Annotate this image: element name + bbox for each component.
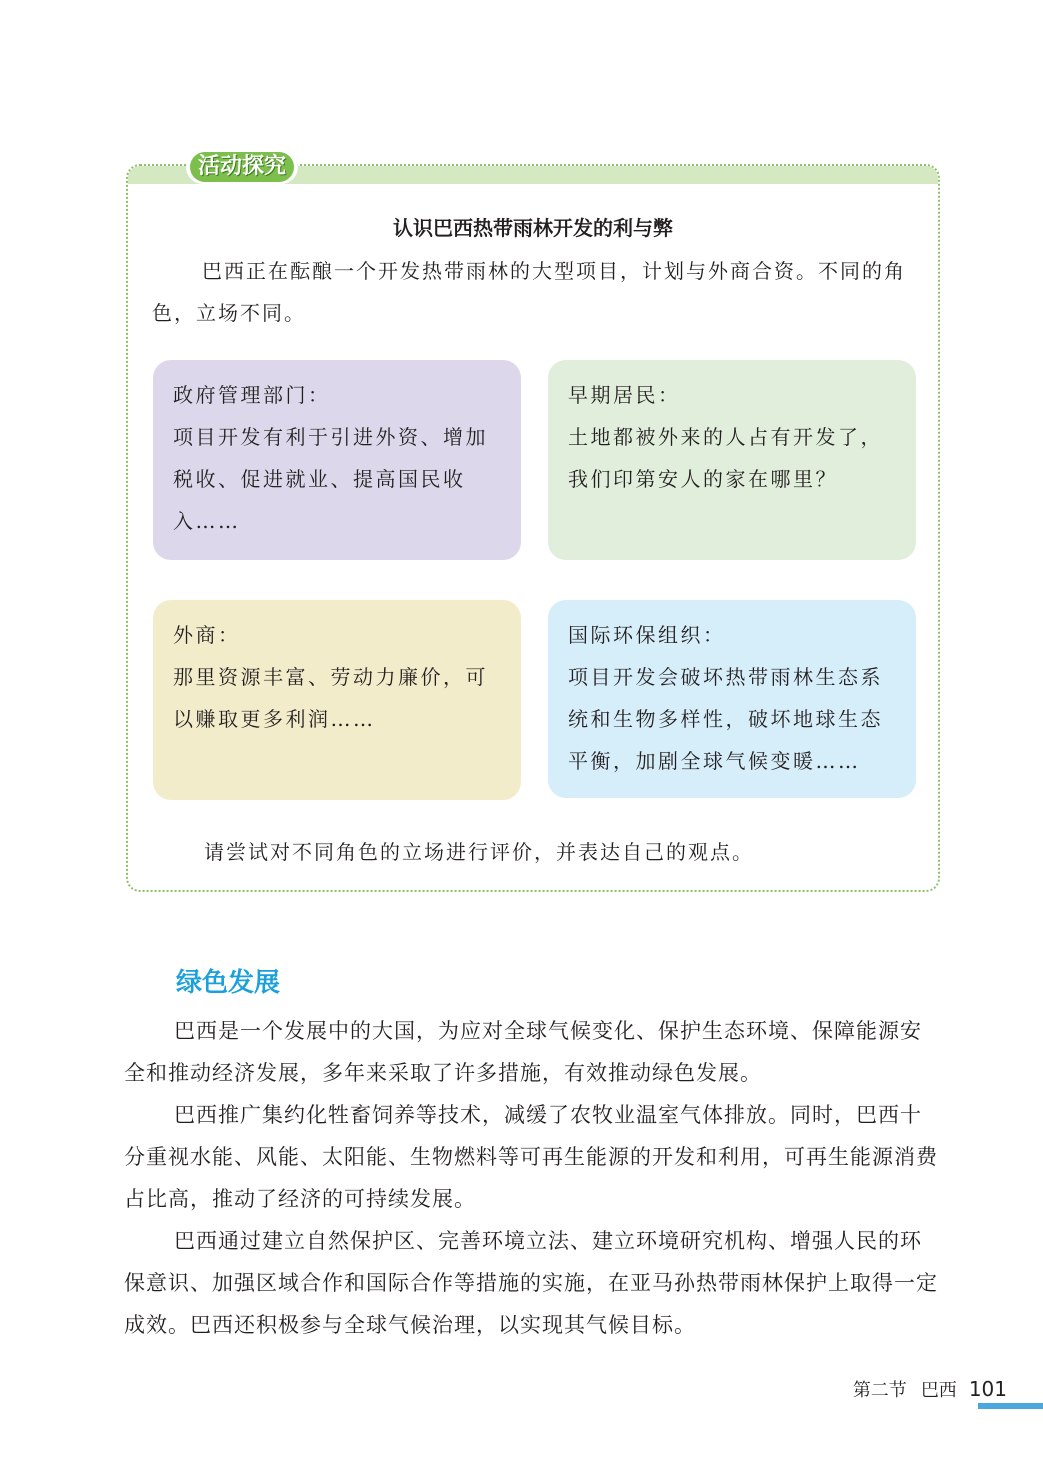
activity-title: 认识巴西热带雨林开发的利与弊 — [393, 216, 673, 240]
body-paragraph: 巴西推广集约化牲畜饲养等技术，减缓了农牧业温室气体排放。同时，巴西十分重视水能、风能、太阳能、生物燃料等可再生能源的开发和利用，可再生能源消费占比高，推动了经济的可持续发展。 — [124, 1103, 938, 1211]
activity-tag — [186, 150, 298, 184]
section-heading: 绿色发展 — [176, 968, 281, 998]
section-body — [124, 1010, 942, 1346]
role-card-residents — [548, 360, 916, 560]
role-statement: 土地都被外来的人占有开发了，我们印第安人的家在哪里？ — [568, 425, 883, 491]
role-card-foreign-business — [153, 600, 521, 800]
body-paragraph: 巴西是一个发展中的大国，为应对全球气候变化、保护生态环境、保障能源安全和推动经济发展，多年来采取了许多措施，有效推动绿色发展。 — [124, 1019, 922, 1085]
role-label: 政府管理部门： — [173, 383, 331, 407]
role-label: 国际环保组织： — [568, 623, 726, 647]
footer-section-label: 第二节 — [852, 1380, 907, 1401]
role-statement: 项目开发会破坏热带雨林生态系统和生物多样性，破坏地球生态平衡，加剧全球气候变暖…… — [568, 665, 883, 773]
role-card-environmental-org — [548, 600, 916, 798]
page-footer — [853, 1376, 1007, 1402]
role-statement: 项目开发有利于引进外资、增加税收、促进就业、提高国民收入…… — [173, 425, 488, 533]
activity-box — [126, 154, 940, 892]
footer-country: 巴西 — [920, 1380, 957, 1401]
footer-accent-bar — [978, 1403, 1043, 1409]
role-statement: 那里资源丰富、劳动力廉价，可以赚取更多利润…… — [173, 665, 488, 731]
activity-intro: 巴西正在酝酿一个开发热带雨林的大型项目，计划与外商合资。不同的角色，立场不同。 — [152, 259, 906, 325]
role-label: 早期居民： — [568, 383, 681, 407]
body-paragraph: 巴西通过建立自然保护区、完善环境立法、建立环境研究机构、增强人民的环保意识、加强区域合作和国际合作等措施的实施，在亚马孙热带雨林保护上取得一定成效。巴西还积极参与全球气候治理，以实现其气候目标。 — [124, 1229, 938, 1337]
role-label: 外商： — [173, 623, 241, 647]
activity-tag-label: 活动探究 — [190, 152, 294, 182]
page-number: 101 — [968, 1377, 1007, 1401]
activity-question: 请尝试对不同角色的立场进行评价，并表达自己的观点。 — [204, 840, 754, 864]
role-card-government — [153, 360, 521, 560]
